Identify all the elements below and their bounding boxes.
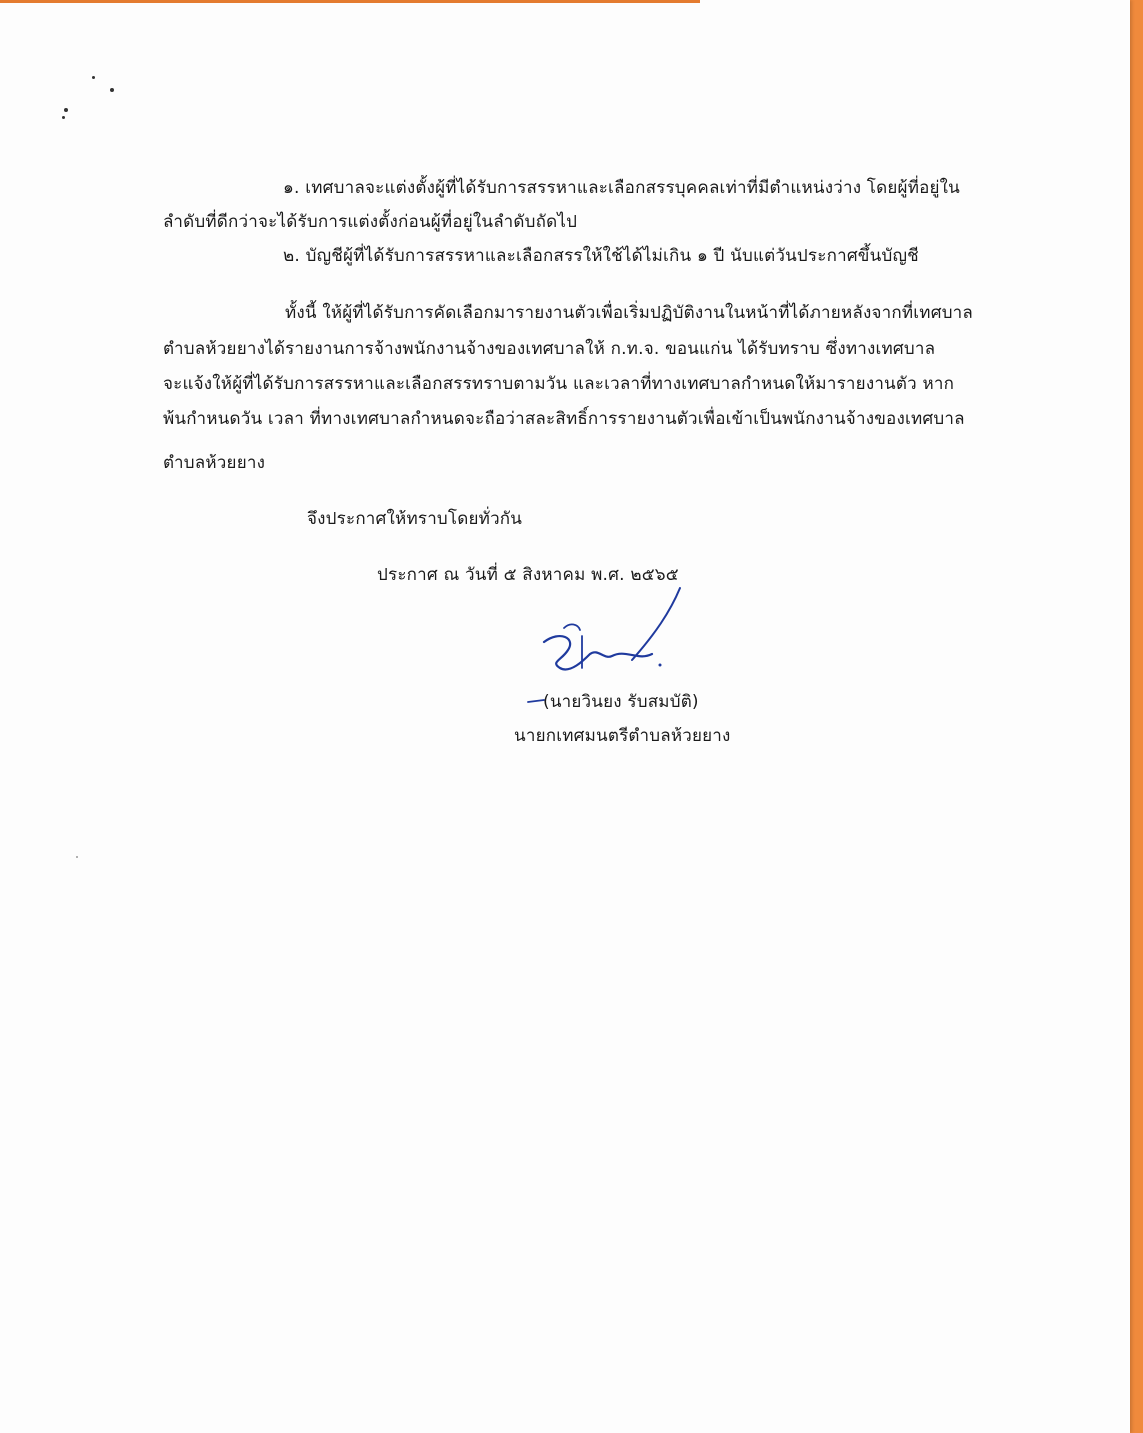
scan-speck: [92, 76, 95, 79]
scan-speck: [76, 856, 78, 858]
paragraph-line-2: ตำบลห้วยยางได้รายงานการจ้างพนักงานจ้างของเทศบาลให้ ก.ท.จ. ขอนแก่น ได้รับทราบ ซึ่งทางเทศบาล: [163, 339, 936, 359]
paragraph-line-3: จะแจ้งให้ผู้ที่ได้รับการสรรหาและเลือกสรรทราบตามวัน และเวลาที่ทางเทศบาลกำหนดให้มารายงานตัว หาก: [163, 374, 955, 394]
scan-speck: [62, 116, 65, 119]
paragraph-line-1: ทั้งนี้ ให้ผู้ที่ได้รับการคัดเลือกมารายงานตัวเพื่อเริ่มปฏิบัติงานในหน้าที่ได้ภายหลังจากที่เทศบาล: [285, 303, 974, 323]
date-line: ประกาศ ณ วันที่ ๕ สิงหาคม พ.ศ. ๒๕๖๕: [377, 565, 679, 585]
item-1-line-1: ๑. เทศบาลจะแต่งตั้งผู้ที่ได้รับการสรรหาและเลือกสรรบุคคลเท่าที่มีตำแหน่งว่าง โดยผู้ที่อยู่ใน: [283, 178, 960, 198]
item-1-line-2: ลำดับที่ดีกว่าจะได้รับการแต่งตั้งก่อนผู้ที่อยู่ในลำดับถัดไป: [163, 212, 578, 232]
scan-speck: [110, 88, 114, 92]
scan-speck: [64, 108, 68, 112]
announcement-line: จึงประกาศให้ทราบโดยทั่วกัน: [307, 509, 523, 529]
signer-name: (นายวินยง รับสมบัติ): [543, 692, 699, 712]
signer-position: นายกเทศมนตรีตำบลห้วยยาง: [514, 726, 731, 746]
page-edge: [0, 0, 700, 3]
item-2-line-1: ๒. บัญชีผู้ที่ได้รับการสรรหาและเลือกสรรให้ใช้ได้ไม่เกิน ๑ ปี นับแต่วันประกาศขึ้นบัญชี: [283, 246, 919, 266]
paragraph-line-4: พ้นกำหนดวัน เวลา ที่ทางเทศบาลกำหนดจะถือว่าสละสิทธิ์การรายงานตัวเพื่อเข้าเป็นพนักงานจ้างของเทศบาล: [163, 409, 965, 429]
paragraph-line-5: ตำบลห้วยยาง: [163, 453, 266, 473]
